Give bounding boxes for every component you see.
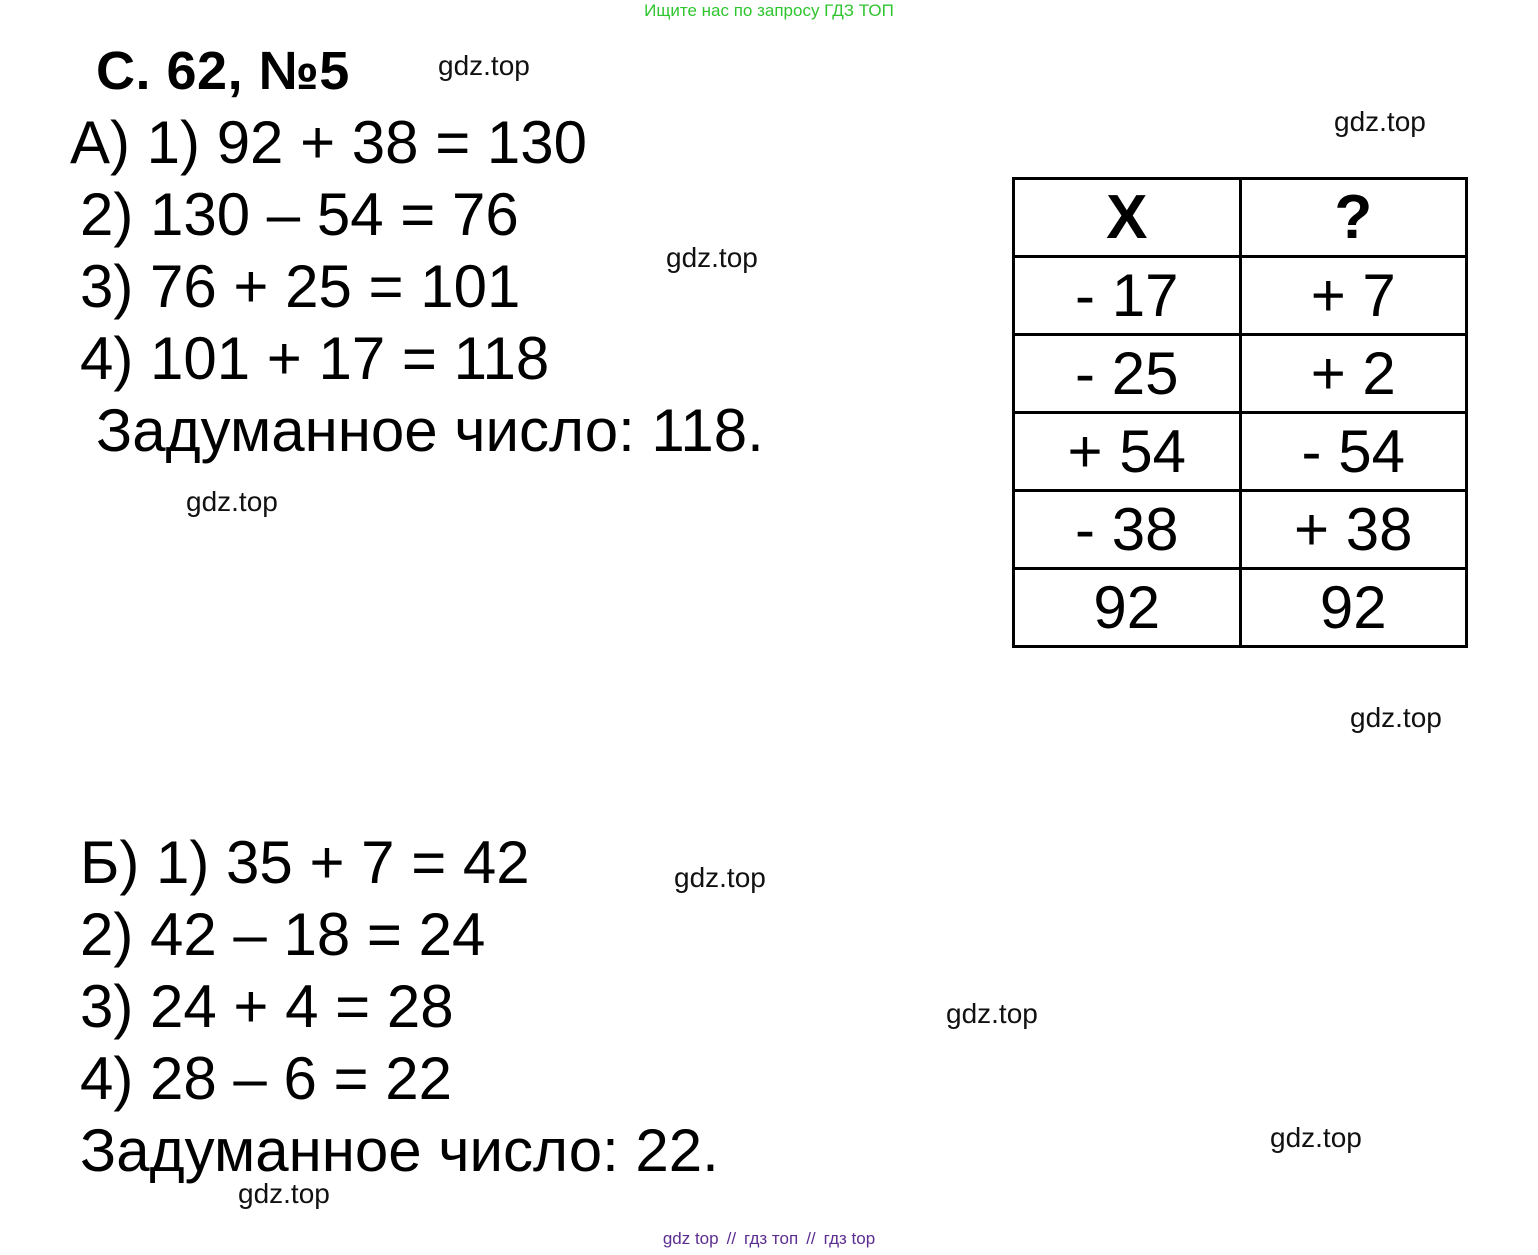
part-a-line-4: 4) 101 + 17 = 118 <box>80 325 550 392</box>
part-a-line-3: 3) 76 + 25 = 101 <box>80 253 521 320</box>
table-cell: + 2 <box>1240 335 1467 413</box>
table-row <box>1014 413 1467 491</box>
footer-separator: // <box>726 1229 737 1248</box>
footer-links <box>0 1228 1538 1250</box>
table-cell: + 7 <box>1240 257 1467 335</box>
table-cell: 92 <box>1014 569 1241 647</box>
table-cell: - 54 <box>1240 413 1467 491</box>
watermark: gdz.top <box>674 862 766 893</box>
table-row <box>1014 491 1467 569</box>
footer-link-gdz-top-ru[interactable]: гдз топ <box>744 1229 799 1248</box>
operations-table <box>1012 177 1468 648</box>
top-banner: Ищите нас по запросу ГДЗ ТОП <box>644 1 894 20</box>
table-header-x: X <box>1014 179 1241 257</box>
part-b-line-2: 2) 42 – 18 = 24 <box>80 901 486 968</box>
watermark: gdz.top <box>1334 106 1426 137</box>
part-a-answer: Задуманное число: 118. <box>96 397 764 464</box>
table-row <box>1014 335 1467 413</box>
watermark: gdz.top <box>186 486 278 517</box>
watermark: gdz.top <box>238 1178 330 1209</box>
footer-separator: // <box>806 1229 816 1248</box>
table-row <box>1014 569 1467 647</box>
watermark: gdz.top <box>1270 1122 1362 1153</box>
footer-link-gdz-top-mixed[interactable]: гдз top <box>823 1229 876 1248</box>
part-a-line-2: 2) 130 – 54 = 76 <box>80 181 519 248</box>
part-a-line-1: А) 1) 92 + 38 = 130 <box>70 109 588 176</box>
part-b-line-4: 4) 28 – 6 = 22 <box>80 1045 452 1112</box>
watermark: gdz.top <box>438 50 530 81</box>
part-b-line-3: 3) 24 + 4 = 28 <box>80 973 454 1040</box>
table-header-row <box>1014 179 1467 257</box>
table-cell: + 54 <box>1014 413 1241 491</box>
watermark: gdz.top <box>666 242 758 273</box>
page-title: С. 62, №5 <box>96 41 350 101</box>
table-cell: + 38 <box>1240 491 1467 569</box>
watermark: gdz.top <box>946 998 1038 1029</box>
table-cell: - 17 <box>1014 257 1241 335</box>
table-cell: - 25 <box>1014 335 1241 413</box>
footer-link-gdz-top[interactable]: gdz top <box>662 1229 719 1248</box>
part-b-answer: Задуманное число: 22. <box>80 1117 719 1184</box>
table-header-question: ? <box>1240 179 1467 257</box>
watermark: gdz.top <box>1350 702 1442 733</box>
part-b-line-1: Б) 1) 35 + 7 = 42 <box>80 829 530 896</box>
table-cell: 92 <box>1240 569 1467 647</box>
table-cell: - 38 <box>1014 491 1241 569</box>
table-row <box>1014 257 1467 335</box>
